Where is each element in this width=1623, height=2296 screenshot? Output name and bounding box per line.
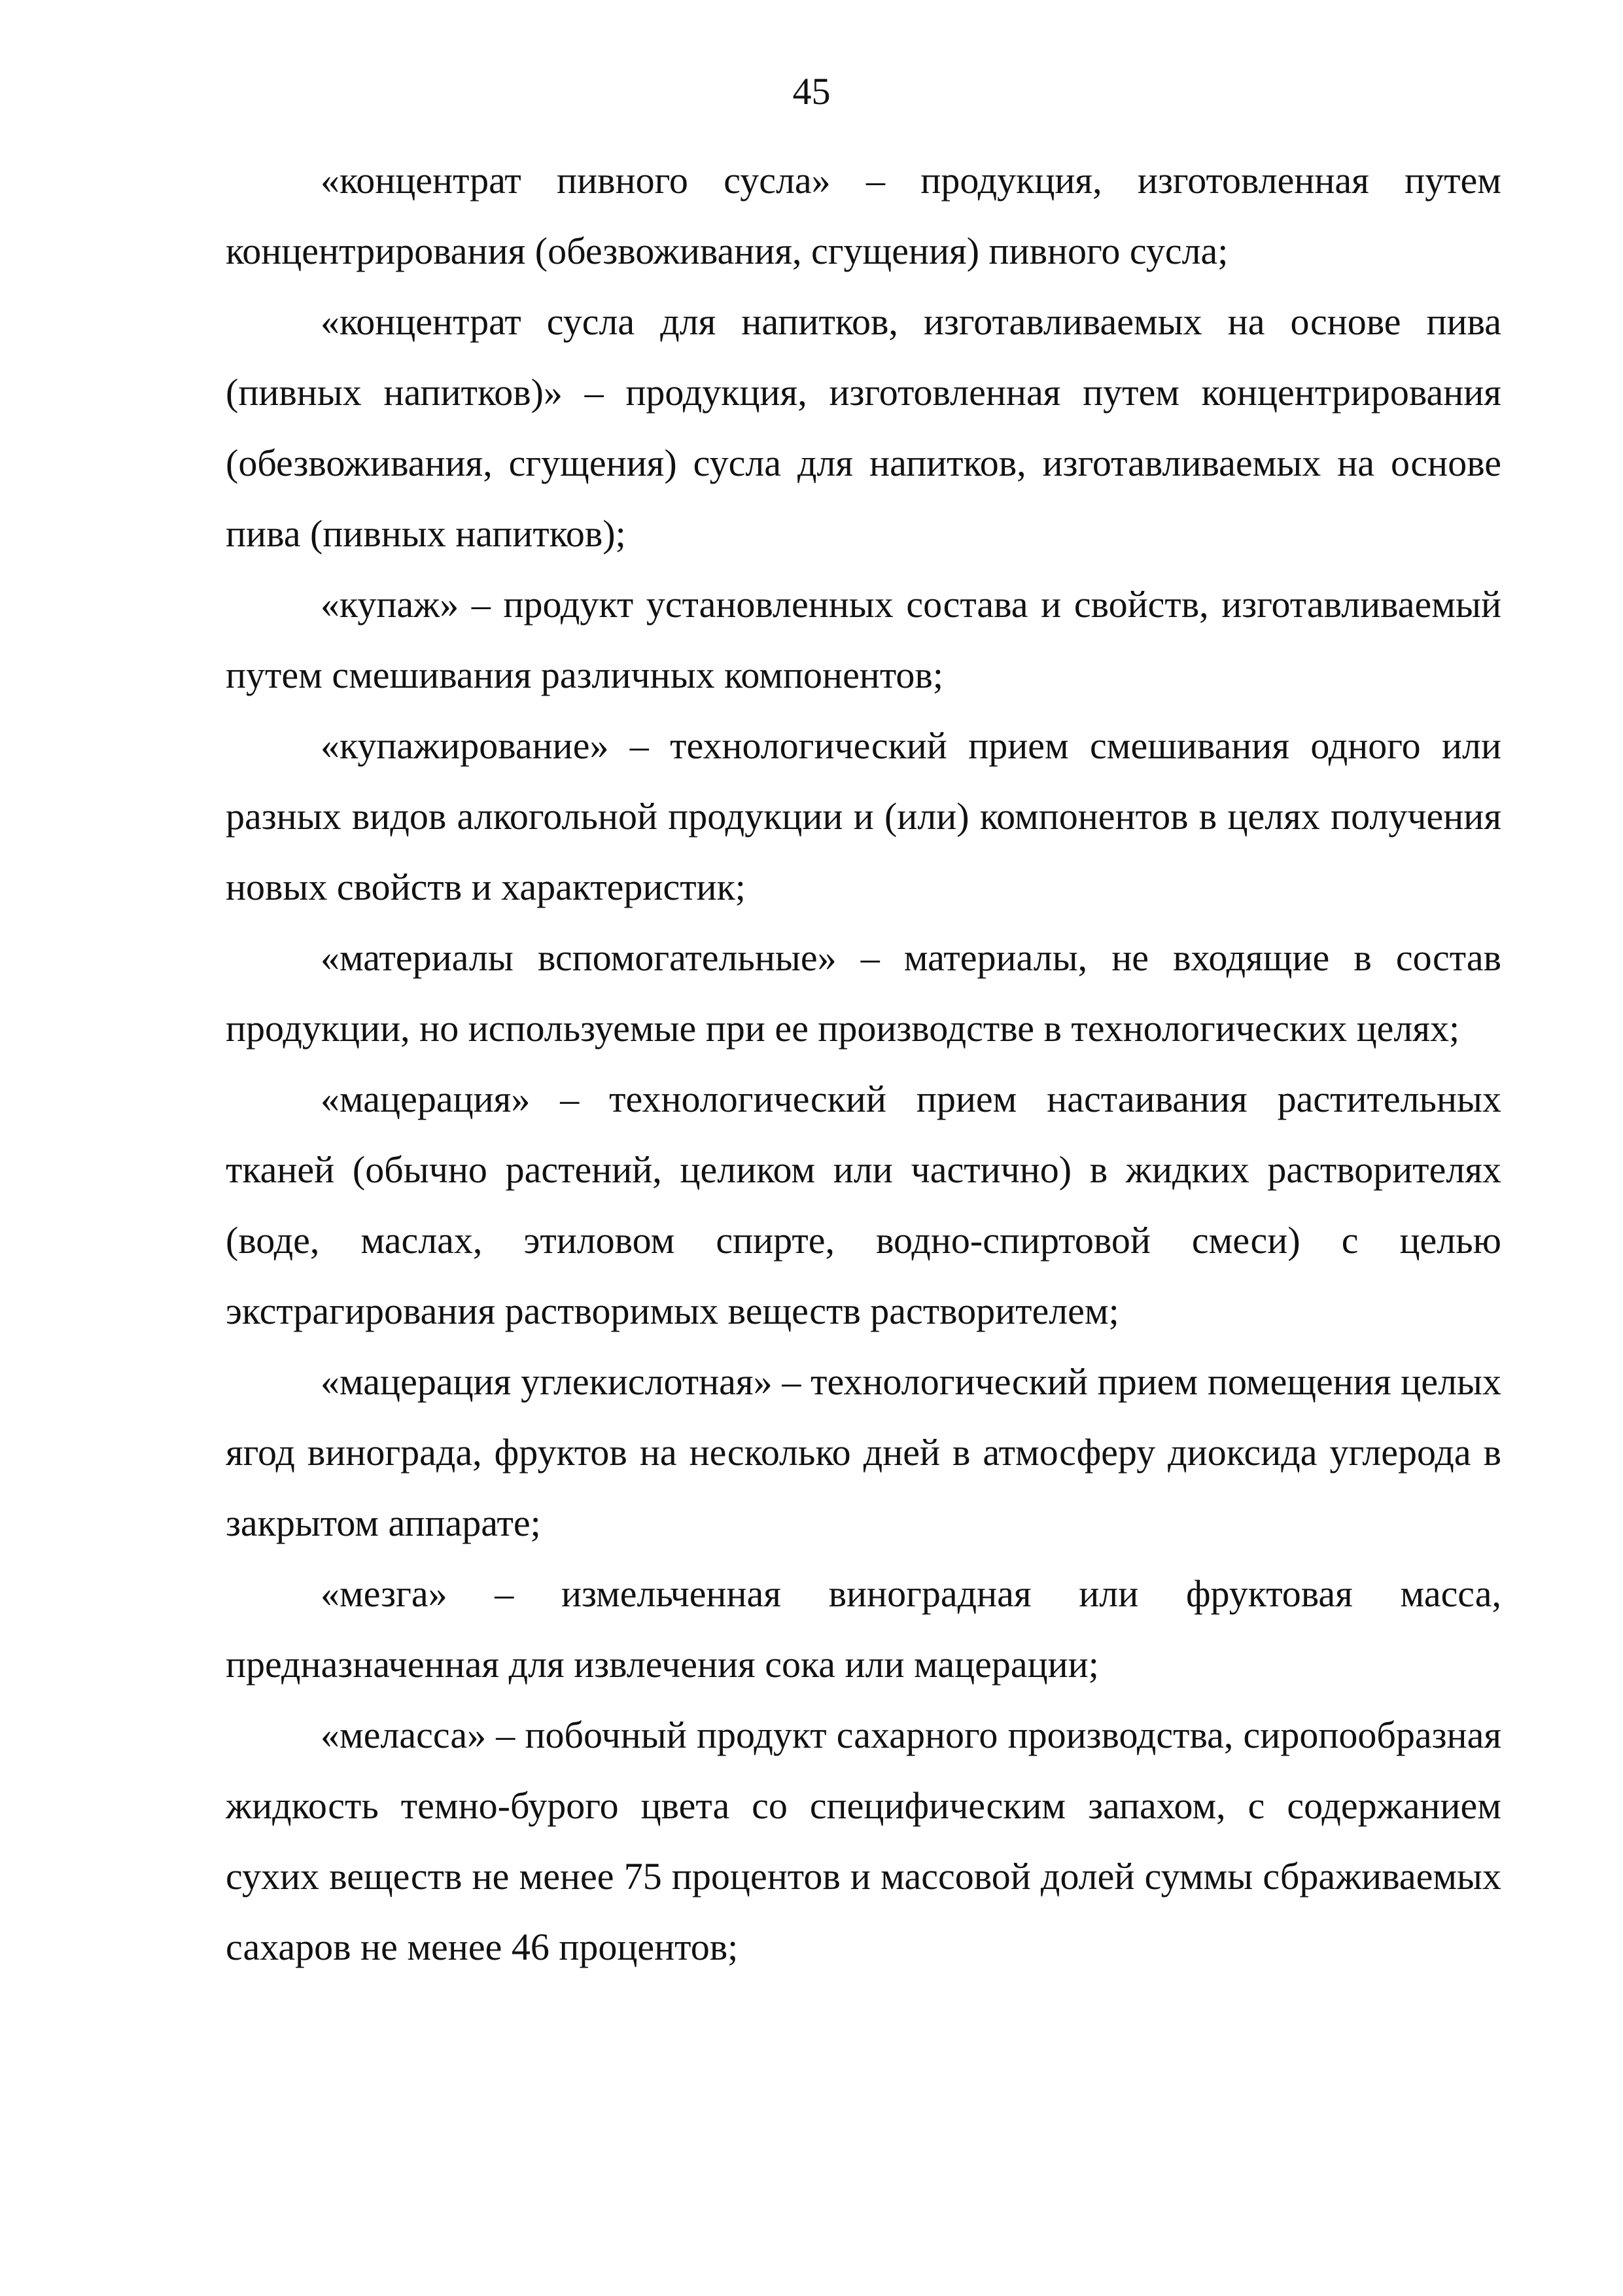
definition-paragraph: «мезга» – измельченная виноградная или фруктовая масса, предназначенная для извлечения сока или мацерации; <box>226 1572 1501 1686</box>
definition-paragraph: «мацерация» – технологический прием настаивания растительных тканей (обычно растений, целиком или частично) в жидких растворителях (воде, маслах, этиловом спирте, водно-спиртовой смеси) с целью экстрагирования растворимых веществ растворителем; <box>226 1078 1501 1332</box>
definitions-list <box>226 145 1501 1983</box>
definition-paragraph: «купаж» – продукт установленных состава и свойств, изготавливаемый путем смешивания различных компонентов; <box>226 583 1501 696</box>
definition-paragraph: «купажирование» – технологический прием смешивания одного или разных видов алкогольной продукции и (или) компонентов в целях получения новых свойств и характеристик; <box>226 724 1501 908</box>
definition-paragraph: «материалы вспомогательные» – материалы, не входящие в состав продукции, но используемые при ее производстве в технологических целях; <box>226 936 1501 1050</box>
definition-paragraph: «мацерация углекислотная» – технологический прием помещения целых ягод винограда, фруктов на несколько дней в атмосферу диоксида углерода в закрытом аппарате; <box>226 1360 1501 1544</box>
definition-paragraph: «концентрат сусла для напитков, изготавливаемых на основе пива (пивных напитков)» – продукция, изготовленная путем концентрирования (обезвоживания, сгущения) сусла для напитков, изготавливаемых на основе пива (пивных напитков); <box>226 300 1501 555</box>
definition-paragraph: «концентрат пивного сусла» – продукция, изготовленная путем концентрирования (обезвоживания, сгущения) пивного сусла; <box>226 159 1501 272</box>
page-number: 45 <box>792 70 831 113</box>
definition-paragraph: «меласса» – побочный продукт сахарного производства, сиропообразная жидкость темно-бурого цвета со специфическим запахом, с содержанием сухих веществ не менее 75 процентов и массовой долей суммы сбраживаемых сахаров не менее 46 процентов; <box>226 1714 1501 1968</box>
